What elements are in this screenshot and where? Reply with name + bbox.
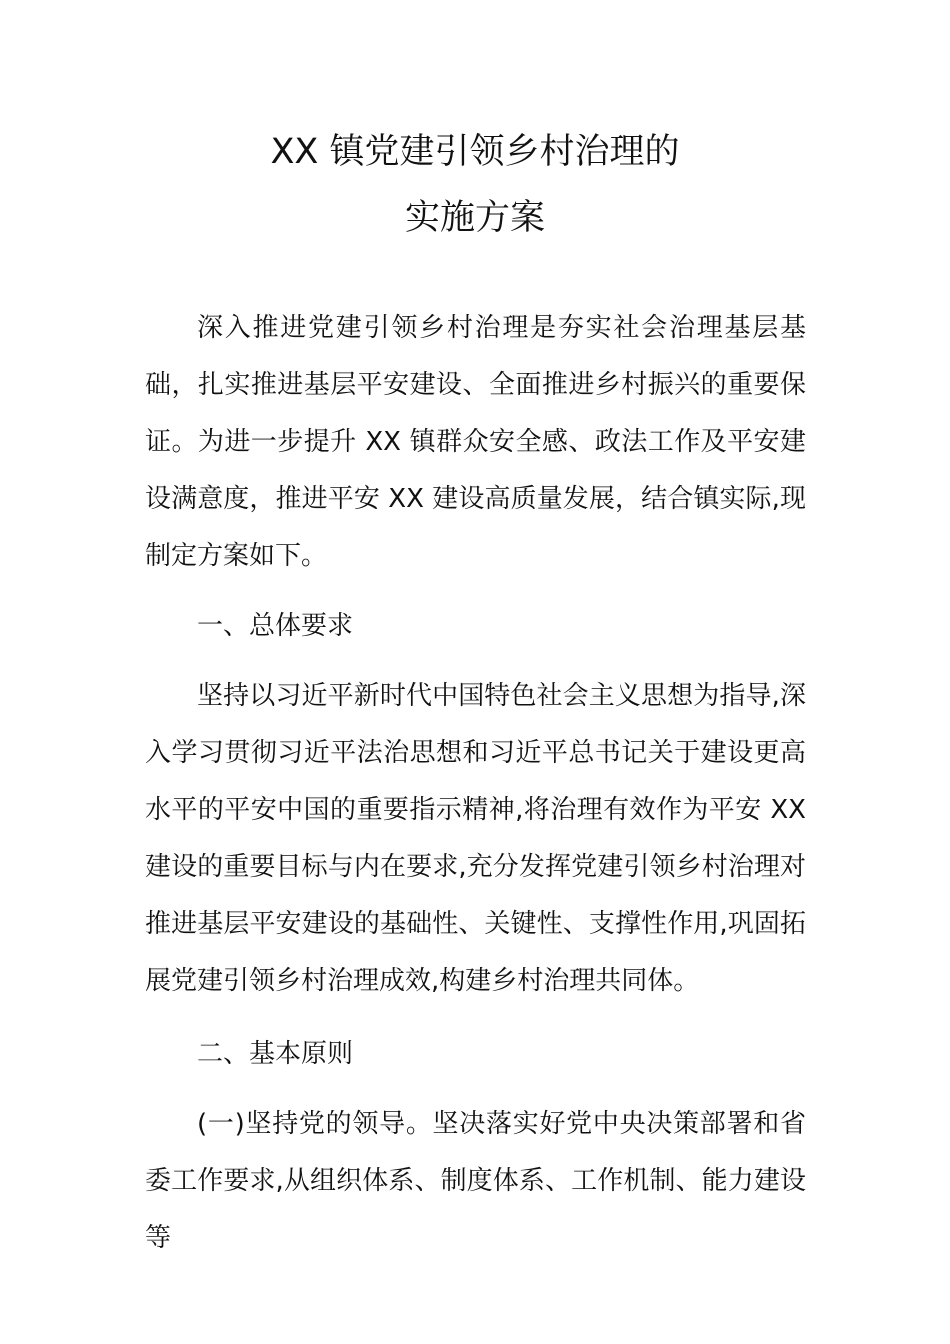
section-2-paragraph: (一)坚持党的领导。坚决落实好党中央决策部署和省委工作要求,从组织体系、制度体系、工作机制、能力建设等 [145, 1109, 806, 1253]
section-1-heading: 一、总体要求 [197, 611, 354, 641]
intro-paragraph: 深入推进党建引领乡村治理是夯实社会治理基层基础，扎实推进基层平安建设、全面推进乡村振兴的重要保证。为进一步提升 XX 镇群众安全感、政法工作及平安建设满意度，推进平安 XX 建设高质量发展，结合镇实际,现制定方案如下。 [145, 313, 806, 571]
section-1-paragraph: 坚持以习近平新时代中国特色社会主义思想为指导,深入学习贯彻习近平法治思想和习近平总书记关于建设更高水平的平安中国的重要指示精神,将治理有效作为平安 XX 建设的重要目标与内在要求,充分发挥党建引领乡村治理对推进基层平安建设的基础性、关键性、支撑性作用,巩固拓展党建引领乡村治理成效,构建乡村治理共同体。 [145, 681, 806, 996]
document-title-line-1: XX 镇党建引领乡村治理的 [270, 132, 680, 172]
section-2-heading: 二、基本原则 [197, 1039, 354, 1069]
document-title-line-2: 实施方案 [404, 198, 545, 238]
